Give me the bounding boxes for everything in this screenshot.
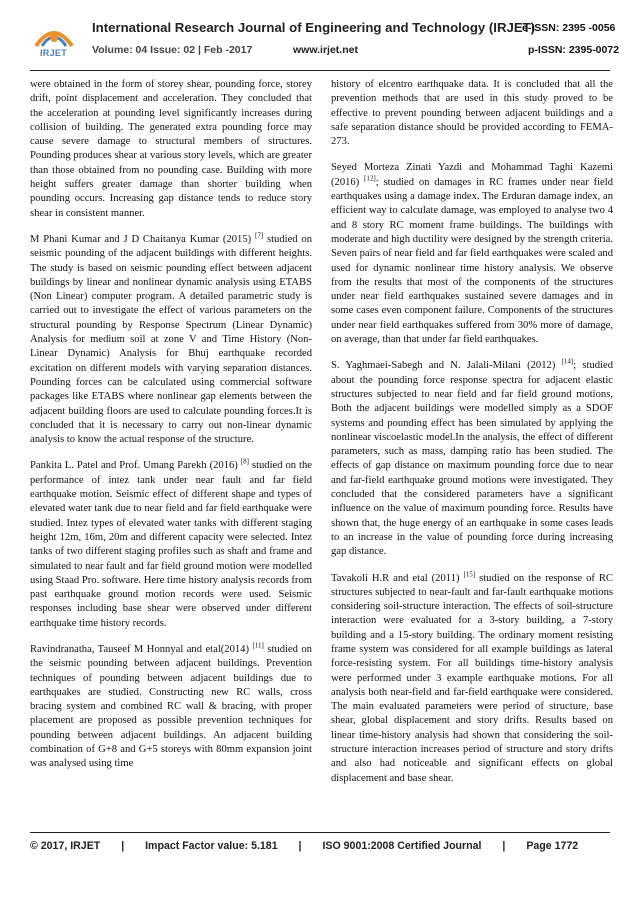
reference-marker: [12] bbox=[364, 174, 376, 183]
pissn: p-ISSN: 2395-0072 bbox=[528, 44, 620, 56]
footer-separator: | bbox=[298, 840, 302, 852]
footer-separator: | bbox=[502, 840, 506, 852]
citation-author: Tavakoli H.R and etal (2011) bbox=[331, 572, 460, 584]
volume-issue: Volume: 04 Issue: 02 | Feb -2017 bbox=[92, 44, 253, 56]
citation-author: S. Yaghmaei-Sabegh and N. Jalali-Milani (2012) bbox=[331, 360, 556, 372]
paragraph: were obtained in the form of storey shear, pounding force, storey drift, point displacement and acceleration. They concluded that the acceleration at pounding level significantly increases during collision of building. The generated extra pounding force may cause severe damage to structural members of structures. Pounding produces shear at various story levels, which are greater than those obtained from no pounding case. Building with more height suffers greater damage than shorter building when pounding occurs. Increasing gap distance tends to reduce story shear in consistent manner. bbox=[30, 79, 312, 219]
citation-author: Seyed Morteza Zinati Yazdi and Mohammad Taghi Kazemi (2016) bbox=[331, 162, 613, 188]
page-number: Page 1772 bbox=[526, 840, 579, 852]
paragraph-text: studied on the performance of intez tank under near fault and far field earthquake motion. Seismic effect of different shape and types of elevated water tank due to near field and far field earthquake were studied. Intez types of elevated water tanks with different staging height 12m, 16m, 20m and different capacity were selected. Intez tanks of two different staging profiles such as shaft and frame and simulated to near fault and far field ground motion were modelled using Staad Pro. software. Here time history analysis records from past earthquake ground motion records were used. Seismic responses including base shear were observed under different earthquake time history records. bbox=[30, 460, 313, 629]
reference-marker: [11] bbox=[252, 641, 264, 650]
reference-marker: [15] bbox=[463, 569, 476, 578]
paragraph bbox=[30, 459, 312, 631]
citation-author: Ravindranatha, Tauseef M Honnyal and etal(2014) bbox=[30, 643, 250, 655]
paragraph-text: studied on the response of RC structures subjected to near-fault and far-fault earthquake motions considering soil-structure interaction. The effects of soil-structure interaction were evaluated for a 3-story building, a 7-story building and a 15-story building. The ordinary moment resisting frame system was considered for all example buildings as lateral force-resisting system. For all buildings time-history analysis were performed under 3 example earthquake motions. For all analysis both near-field and far-field earthquake were considered. The main evaluated parameters were period of structure, base shear, global displacement and story drifts. Results based on linear time-history analysis had shown that considering the soil-structure interaction increases period of structure and story drifts and also had noticeable and significant effects on global displacement and base shear. bbox=[331, 572, 613, 784]
page-footer bbox=[30, 840, 610, 852]
journal-website-link[interactable]: www.irjet.net bbox=[293, 44, 358, 56]
reference-marker: [8] bbox=[240, 457, 249, 466]
reference-marker: [14] bbox=[561, 357, 574, 366]
citation-author: M Phani Kumar and J D Chaitanya Kumar (2015) bbox=[30, 233, 252, 245]
page-header bbox=[30, 16, 620, 66]
journal-title: International Research Journal of Engineering and Technology (IRJET) bbox=[92, 20, 536, 35]
paragraph bbox=[30, 643, 312, 772]
paragraph-text: studied on the seismic pounding between adjacent buildings. Prevention techniques of pounding between adjacent buildings due to earthquakes are studied. Constructing new RC walls, cross bracing system and combined RC wall & bracing, with proper placement are proposed as possible prevention techniques for pounding between adjacent buildings. An adjacent building combination of G+8 and G+5 storeys with 80mm expansion joint was analysed using time bbox=[30, 643, 312, 770]
eissn: e-ISSN: 2395 -0056 bbox=[522, 22, 616, 34]
left-column bbox=[30, 78, 312, 784]
footer-separator: | bbox=[121, 840, 125, 852]
paragraph bbox=[331, 161, 613, 347]
right-column bbox=[331, 78, 613, 798]
logo-text: IRJET bbox=[40, 48, 68, 58]
reference-marker: [7] bbox=[255, 231, 264, 240]
paragraph-text: studied on seismic pounding of the adjacent buildings with different heights. The study is based on seismic pounding effect between adjacent buildings by linear and nonlinear dynamic analysis using ETABS (Non Linear) computer program. A detailed parametric study is carried out to investigate the effect of various parameters on the structural pounding by Response Spectrum (Linear Dynamic) Analysis for medium soil at zone V and Time History (Non-Linear Dynamic) Analysis for Bhuj earthquake recorded excitation on different models with varying separation distances. Pounding forces can be calculated using commercial software packages like ETABS where nonlinear gap elements between the adjacent building floors are used to calculate pounding forces.It is concluded that it is necessary to carry out non-linear dynamic analysis to know the actual response of the structure. bbox=[30, 233, 312, 446]
copyright: © 2017, IRJET bbox=[30, 840, 101, 852]
footer-rule bbox=[30, 832, 610, 833]
citation-author: Pankita L. Patel and Prof. Umang Parekh (2016) bbox=[30, 460, 238, 472]
paragraph: history of elcentro earthquake data. It is concluded that all the prevention methods that are used in this study proved to be effective to prevent pounding between adjacent buildings and a safe separation distance should be provided according to FEMA-273. bbox=[331, 79, 613, 148]
paragraph bbox=[30, 233, 312, 447]
iso-certification: ISO 9001:2008 Certified Journal bbox=[322, 840, 482, 852]
header-rule bbox=[30, 70, 610, 71]
impact-factor: Impact Factor value: 5.181 bbox=[145, 840, 278, 852]
paragraph bbox=[331, 359, 613, 559]
paragraph-text: ; studied on damages in RC frames under near field earthquakes using a damage index. The Erduran damage index, an efficient way to calculate damage, was employed to analyse two 4 and 8 story RC moment frame buildings. The buildings with moderate and high ductility were designed by the strength criteria. Seven pairs of near field and far field earthquakes were scaled and used for dynamic nonlinear time history analysis. We observe from the results that most of the components of the structures under near field earthquakes sustained severe damages and in some cases even component failure. Components of the structures under near field earthquakes suffered from 30% more of damage, on average, than that under far field earthquakes. bbox=[331, 176, 613, 346]
paragraph bbox=[331, 569, 613, 786]
paragraph-text: ; studied about the pounding force response spectra for adjacent elastic structures subjected to near field and far field ground motions, Both the adjacent buildings were modelled simply as a SDOF systems and pounding effect has been simulated by applying the nonlinear viscoelastic model.In the analysis, the effect of different parameters, such as mass, damping ratio has been studied. The effects of gap distance on maximum pounding force due to near and far-field earthquake ground motions were investigated. They concluded that the considered parameters have a significant influence on the value of maximum pounding force. Results have shown that, the huge energy of an earthquake in some cases leads to an increase in the value of pounding force during increasing gap distance. bbox=[331, 360, 614, 558]
